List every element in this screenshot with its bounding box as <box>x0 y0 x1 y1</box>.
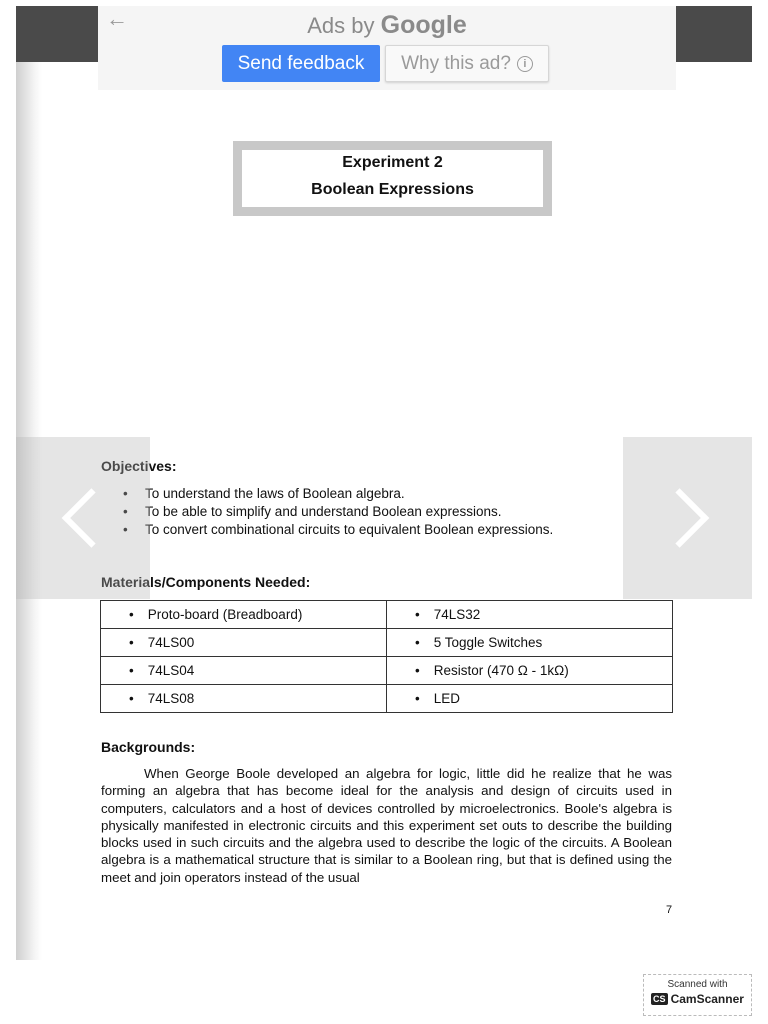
objective-item: • To understand the laws of Boolean algebra. <box>121 485 553 503</box>
table-cell: • 74LS04 <box>101 657 387 685</box>
chevron-left-icon <box>62 488 121 547</box>
experiment-title-box <box>233 141 552 216</box>
experiment-title-inner <box>242 150 543 207</box>
material-item: Proto-board (Breadboard) <box>147 607 303 622</box>
material-item: 74LS32 <box>433 607 481 622</box>
objective-item: • To convert combinational circuits to equivalent Boolean expressions. <box>121 521 553 539</box>
table-cell: • Resistor (470 Ω - 1kΩ) <box>387 657 673 685</box>
table-row <box>101 657 673 685</box>
material-item: 74LS04 <box>147 663 195 678</box>
material-item: Resistor (470 Ω - 1kΩ) <box>433 663 569 678</box>
why-this-ad-label: Why this ad? <box>401 52 511 74</box>
material-item: LED <box>433 691 460 706</box>
table-cell: • 74LS32 <box>387 601 673 629</box>
materials-heading: Materials/Components Needed: <box>101 574 311 590</box>
backgrounds-paragraph <box>101 765 672 886</box>
table-row <box>101 685 673 713</box>
objective-item: • To be able to simplify and understand Boolean expressions. <box>121 503 553 521</box>
page-number: 7 <box>666 904 673 916</box>
objectives-heading: Objectives: <box>101 458 177 474</box>
send-feedback-button[interactable]: Send feedback <box>222 45 380 82</box>
ad-title-brand: Google <box>380 11 467 39</box>
materials-table <box>100 600 673 713</box>
carousel-prev-button[interactable] <box>16 437 150 599</box>
backgrounds-text: When George Boole developed an algebra for logic, little did he realize that he was forming an algebra that has become ideal for the analysis and design of circuits used in computers, calculators and a host of devices controlled by microelectronics. Boole's algebra is physically manifested in electronic circuits and this experiment set outs to describe the building blocks used in such circuits and the algebra used to describe the logic of the circuits. A Boolean algebra is a mathematical structure that is similar to a Boolean ring, but that is defined using the meet and join operators instead of the usual <box>101 766 672 885</box>
ad-title <box>98 11 676 40</box>
experiment-number: Experiment 2 <box>342 154 443 171</box>
why-this-ad-button[interactable] <box>385 45 549 82</box>
table-cell: • 74LS00 <box>101 629 387 657</box>
table-cell: • Proto-board (Breadboard) <box>101 601 387 629</box>
ad-title-prefix: Ads by <box>307 13 381 38</box>
arrow-left-icon[interactable]: ← <box>106 6 128 31</box>
material-item: 74LS08 <box>147 691 195 706</box>
material-item: 74LS00 <box>147 635 195 650</box>
ad-panel <box>98 6 676 90</box>
material-item: 5 Toggle Switches <box>433 635 543 650</box>
objectives-list <box>121 485 553 539</box>
carousel-next-button[interactable] <box>623 437 752 599</box>
table-cell: • LED <box>387 685 673 713</box>
table-row <box>101 601 673 629</box>
table-cell: • 74LS08 <box>101 685 387 713</box>
table-row <box>101 629 673 657</box>
camscanner-name: CamScanner <box>670 992 744 1006</box>
camscanner-watermark <box>643 974 752 1016</box>
backgrounds-heading: Backgrounds: <box>101 739 196 755</box>
info-icon: i <box>517 56 533 72</box>
experiment-title: Boolean Expressions <box>311 181 474 198</box>
table-cell: • 5 Toggle Switches <box>387 629 673 657</box>
camscanner-logo: CS <box>653 994 666 1004</box>
camscanner-brand <box>644 992 751 1006</box>
scanned-with-label: Scanned with <box>667 979 728 990</box>
chevron-right-icon <box>649 488 708 547</box>
